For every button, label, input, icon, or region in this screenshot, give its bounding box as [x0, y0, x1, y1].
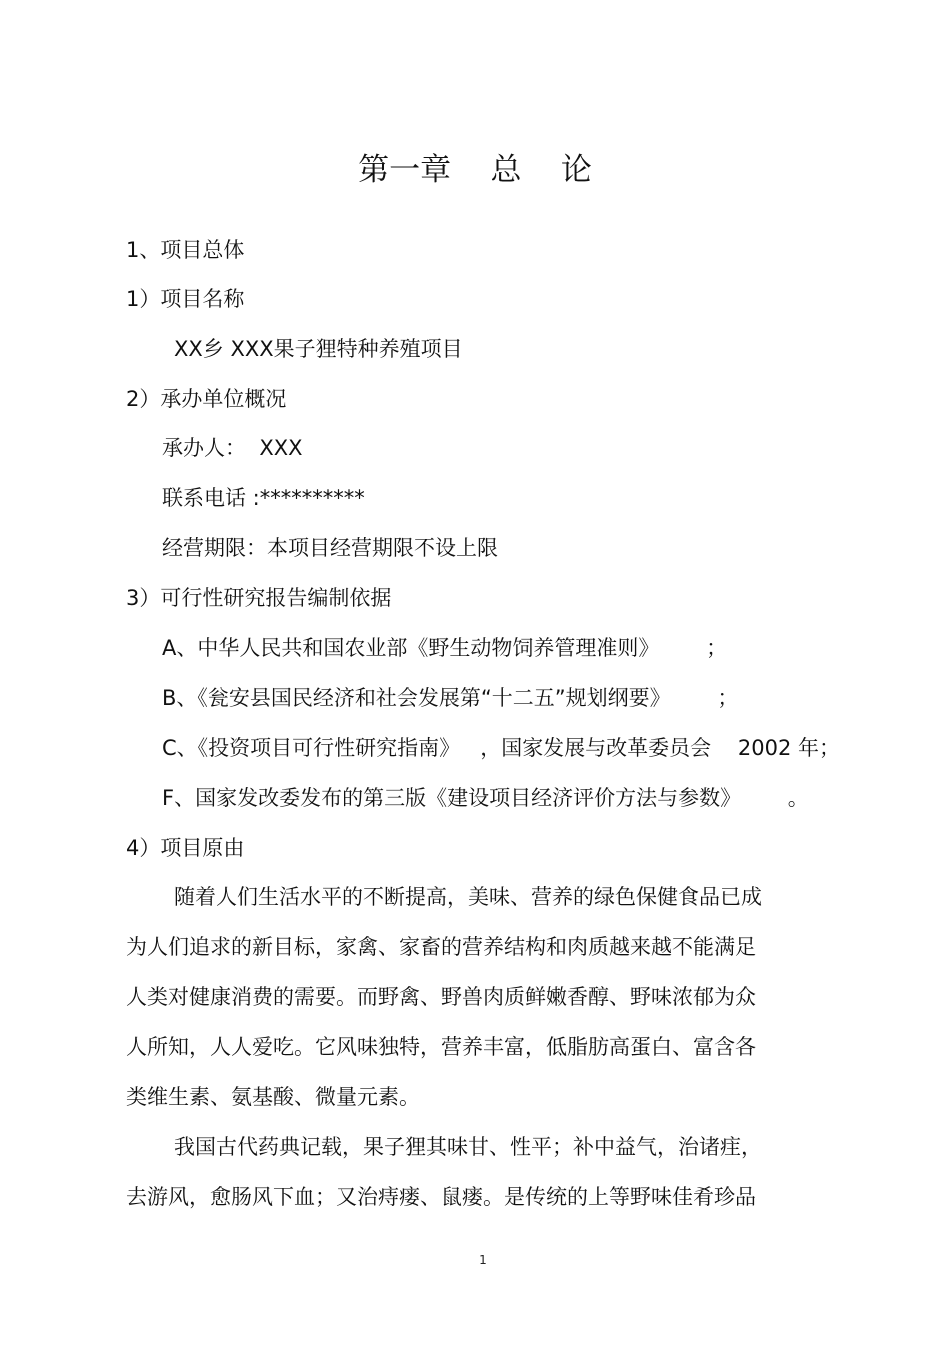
- operating-period: 经营期限：本项目经营期限不设上限: [162, 536, 498, 560]
- subheading-basis: 3）可行性研究报告编制依据: [126, 586, 392, 610]
- organizer-person: 承办人： XXX: [162, 436, 303, 460]
- paragraph-line: 我国古代药典记载，果子狸其味甘、性平；补中益气，治诸疰，: [174, 1135, 762, 1159]
- subheading-project-name: 1）项目名称: [126, 287, 245, 311]
- paragraph-line: 人类对健康消费的需要。而野禽、野兽肉质鲜嫩香醇、野味浓郁为众: [126, 985, 756, 1009]
- contact-phone: 联系电话 :**********: [162, 486, 365, 510]
- paragraph-line: 去游风，愈肠风下血；又治痔瘘、鼠瘘。是传统的上等野味佳肴珍品: [126, 1185, 756, 1209]
- paragraph-line: 随着人们生活水平的不断提高，美味、营养的绿色保健食品已成: [174, 885, 762, 909]
- paragraph-line: 人所知，人人爱吃。它风味独特，营养丰富，低脂肪高蛋白、富含各: [126, 1035, 756, 1059]
- paragraph-line: 类维生素、氨基酸、微量元素。: [126, 1085, 420, 1109]
- basis-item-b: B、《瓮安县国民经济和社会发展第“十二五”规划纲要》 ；: [162, 686, 739, 710]
- paragraph-line: 为人们追求的新目标，家禽、家畜的营养结构和肉质越来越不能满足: [126, 935, 756, 959]
- basis-item-a: A、中华人民共和国农业部《野生动物饲养管理准则》 ；: [162, 636, 728, 660]
- chapter-title: 第一章 总 论: [358, 152, 592, 188]
- basis-item-c: C、《投资项目可行性研究指南》 ，国家发展与改革委员会 2002 年；: [162, 736, 841, 760]
- basis-item-f: F、国家发改委发布的第三版《建设项目经济评价方法与参数》 。: [162, 786, 809, 810]
- page-number: 1: [479, 1253, 487, 1267]
- subheading-project-origin: 4）项目原由: [126, 836, 245, 860]
- section-heading-project-overview: 1、项目总体: [126, 238, 245, 262]
- subheading-organizer: 2）承办单位概况: [126, 387, 287, 411]
- project-name-value: XX乡 XXX果子狸特种养殖项目: [174, 337, 463, 361]
